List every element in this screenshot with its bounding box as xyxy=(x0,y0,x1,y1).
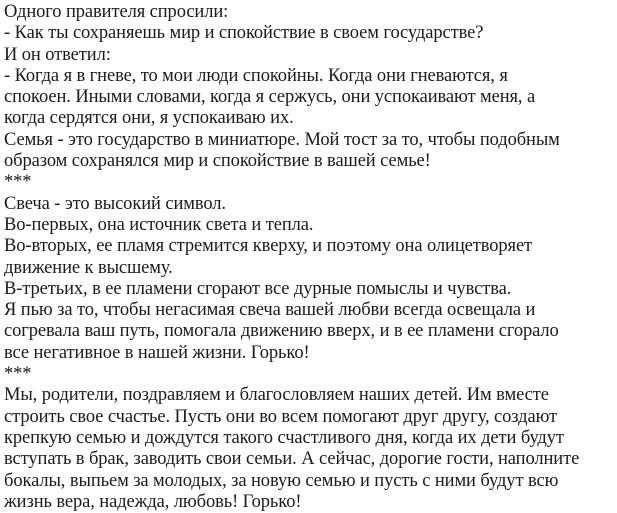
text-line: жизнь вера, надежда, любовь! Горько! xyxy=(4,491,302,512)
text-line: Мы, родители, поздравляем и благословляем наших детей. Им вместе xyxy=(4,385,549,406)
text-line: вступать в брак, заводить свои семьи. А сейчас, дорогие гости, наполните xyxy=(4,449,580,470)
text-line: строить свое счастье. Пусть они во всем помогают друг другу, создают xyxy=(4,406,558,427)
text-line: И он ответил: xyxy=(4,44,111,65)
text-line: Семья - это государство в миниатюре. Мой тост за то, чтобы подобным xyxy=(4,129,560,150)
text-line: В-третьих, в ее пламени сгорают все дурные помыслы и чувства. xyxy=(4,278,512,299)
text-line: Одного правителя спросили: xyxy=(4,2,229,22)
separator-asterisks: *** xyxy=(4,364,32,385)
text-line: Свеча - это высокий символ. xyxy=(4,193,226,214)
text-line: когда сердятся они, я успокаиваю их. xyxy=(4,108,294,129)
text-line: движение к высшему. xyxy=(4,257,173,278)
text-line: - Как ты сохраняешь мир и спокойствие в своем государстве? xyxy=(4,23,484,44)
text-line: Я пью за то, чтобы негасимая свеча вашей любви всегда освещала и xyxy=(4,300,536,321)
toast-document xyxy=(4,2,616,513)
text-line: все негативное в нашей жизни. Горько! xyxy=(4,342,310,363)
text-line: крепкую семью и дождутся такого счастливого дня, когда их дети будут xyxy=(4,427,564,448)
text-line: Во-вторых, ее пламя стремится кверху, и поэтому она олицетворяет xyxy=(4,236,533,257)
text-line: - Когда я в гневе, то мои люди спокойны. Когда они гневаются, я xyxy=(4,65,508,86)
text-line: Во-первых, она источник света и тепла. xyxy=(4,214,314,235)
text-line: согревала ваш путь, помогала движению вверх, и в ее пламени сгорало xyxy=(4,321,559,342)
separator-asterisks: *** xyxy=(4,172,32,193)
text-line: образом сохранялся мир и спокойствие в вашей семье! xyxy=(4,151,431,172)
text-line: спокоен. Иными словами, когда я сержусь, они успокаивают меня, а xyxy=(4,87,536,108)
text-line: бокалы, выпьем за молодых, за новую семью и пусть с ними будут всю xyxy=(4,470,559,491)
